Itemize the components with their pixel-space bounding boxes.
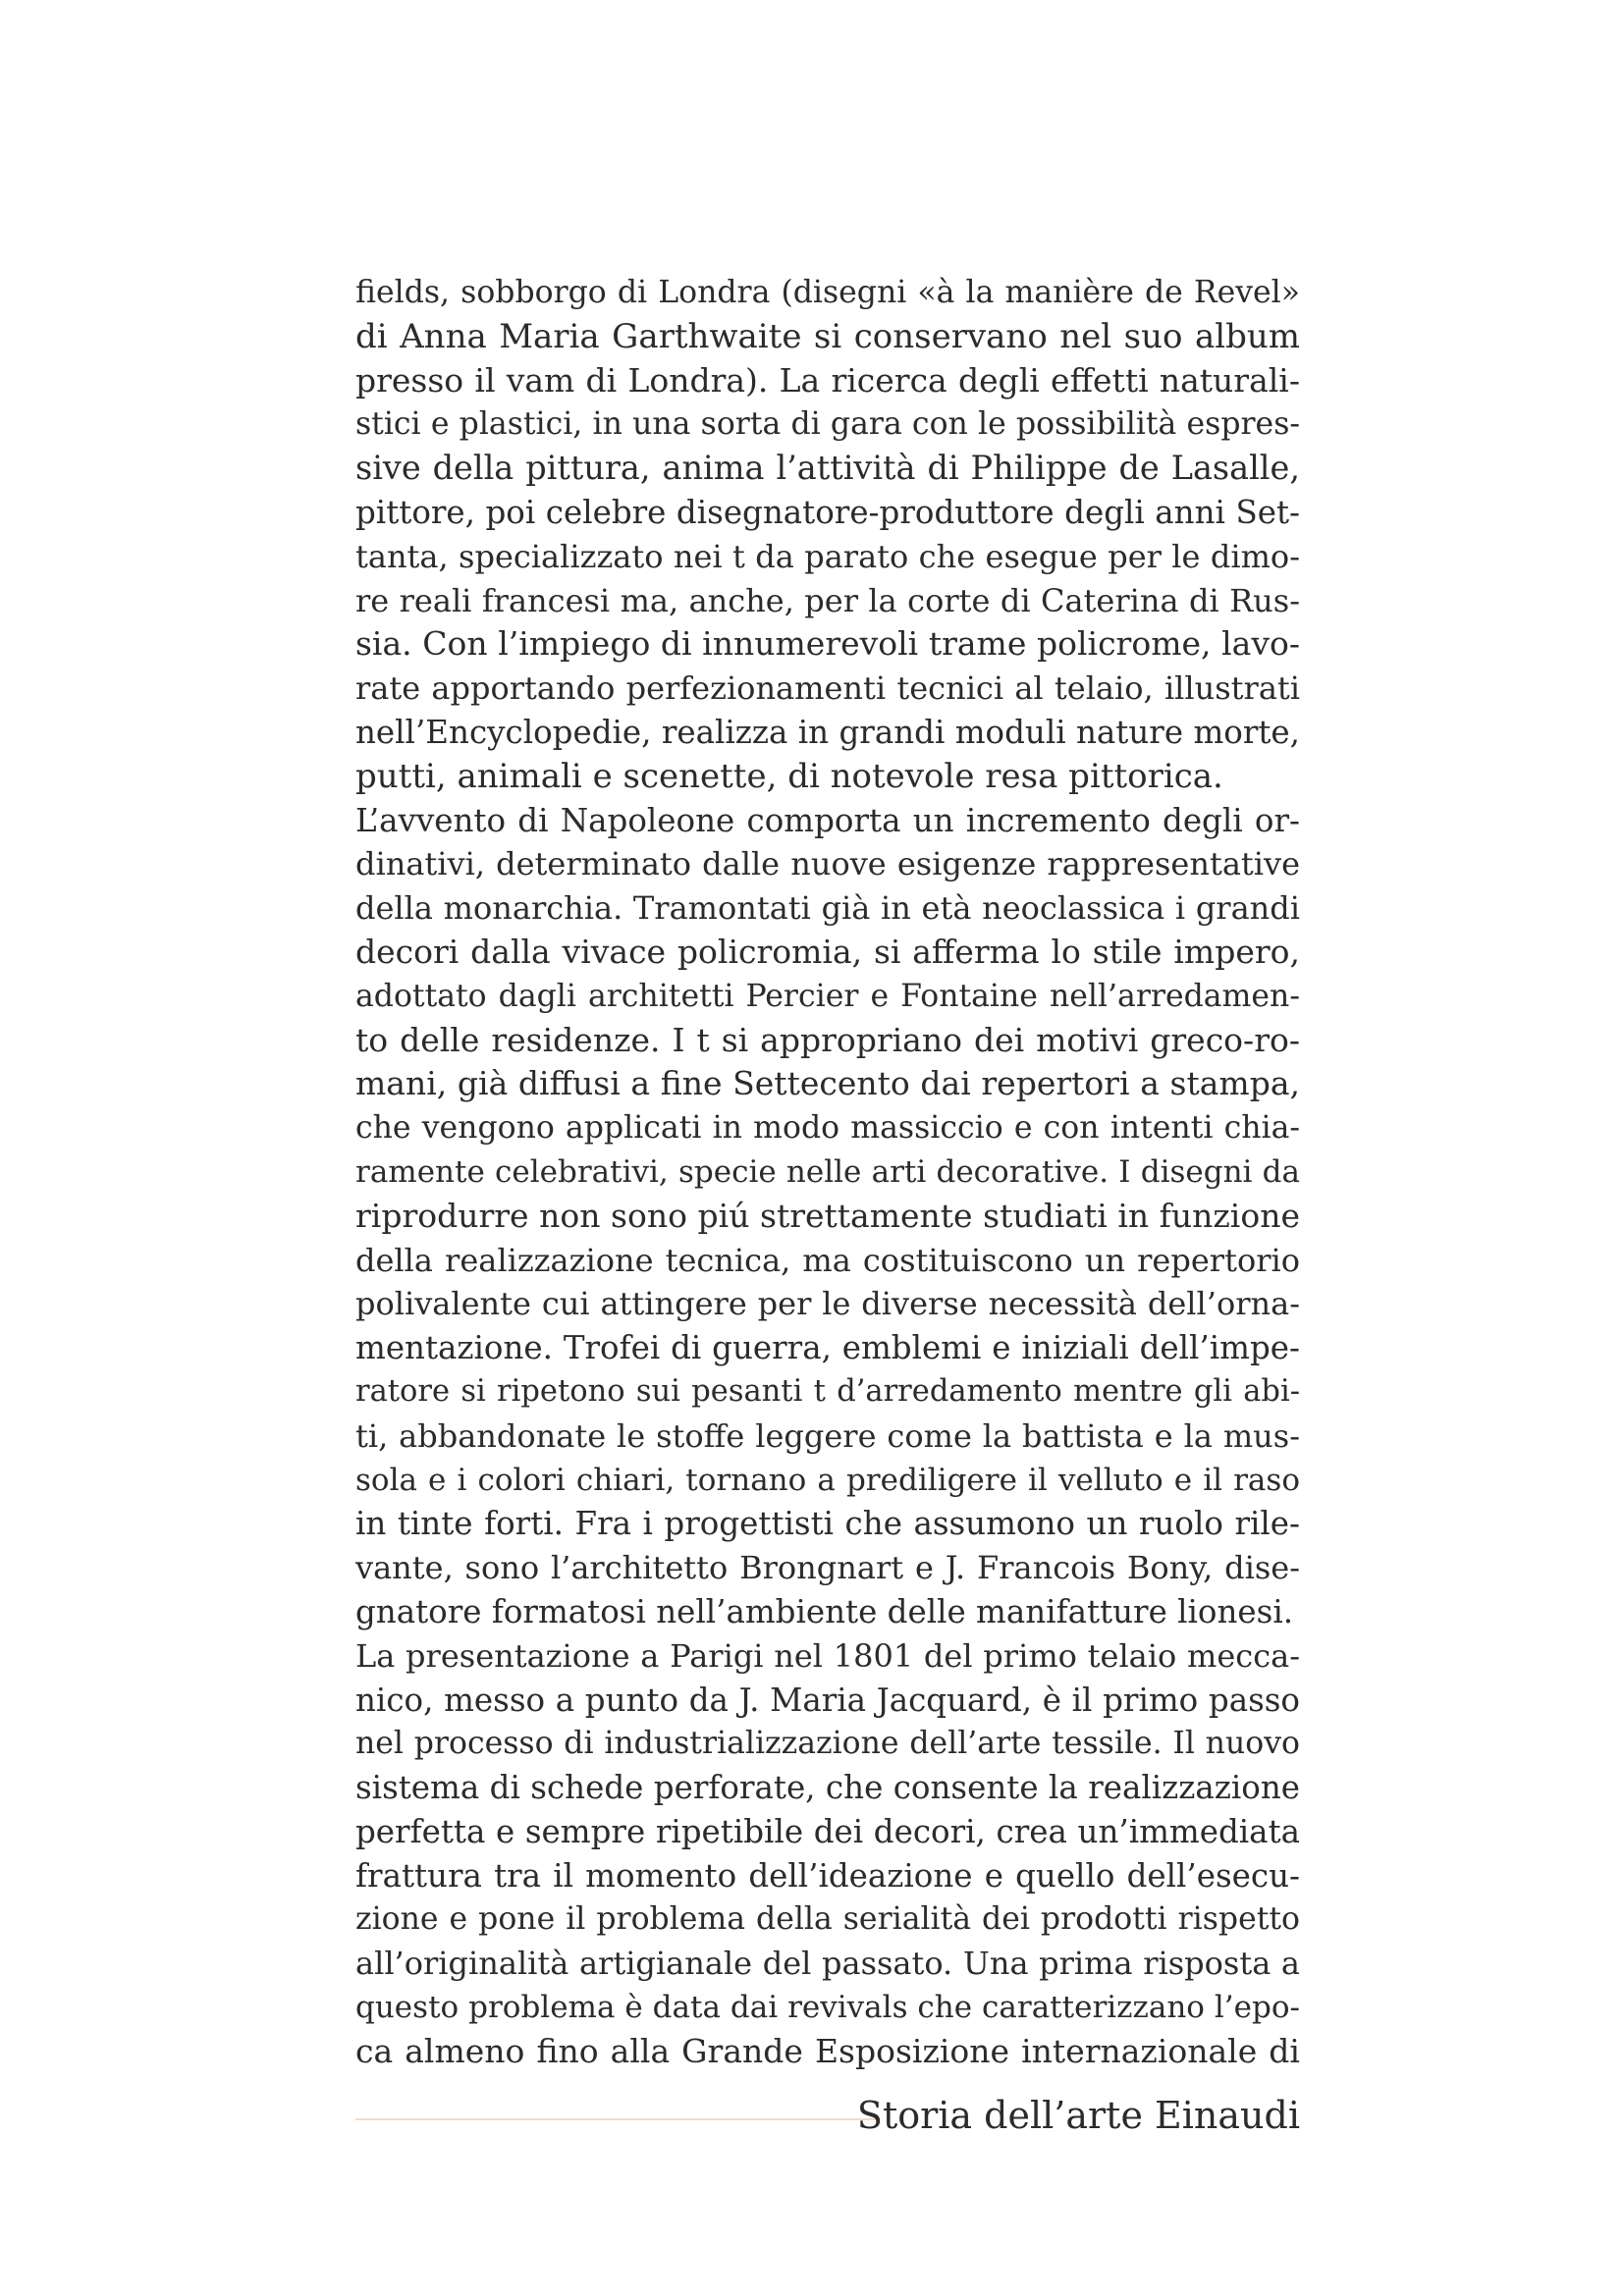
footer-rule (355, 2118, 876, 2120)
text-line: decori dalla vivace policromia, si afferma lo stile impero, (355, 932, 1300, 971)
text-line: L’avvento di Napoleone comporta un incremento degli or- (355, 801, 1300, 839)
text-line: presso il vam di Londra). La ricerca degli effetti naturali- (355, 360, 1300, 400)
text-line: polivalente cui attingere per le diverse necessità dell’orna- (355, 1285, 1300, 1323)
text-line: all’originalità artigianale del passato. Una prima risposta a (355, 1945, 1300, 1983)
text-line: zione e pone il problema della serialità dei prodotti rispetto (355, 1901, 1300, 1938)
text-line: ratore si ripetono sui pesanti t d’arredamento mentre gli abi- (355, 1373, 1300, 1409)
text-line: della realizzazione tecnica, ma costituiscono un repertorio (355, 1241, 1300, 1279)
text-line: adottato dagli architetti Percier e Fontaine nell’arredamen- (355, 978, 1300, 1014)
text-line: to delle residenze. I t si appropriano dei motivi greco-ro- (355, 1020, 1300, 1059)
text-line: perfetta e sempre ripetibile dei decori, crea un’immediata (355, 1812, 1300, 1850)
text-line: ti, abbandonate le stoffe leggere come la battista e la mus- (355, 1416, 1300, 1455)
text-line: nel processo di industrializzazione dell’arte tessile. Il nuovo (355, 1726, 1300, 1762)
text-line: della monarchia. Tramontati già in età neoclassica i grandi (355, 889, 1300, 928)
text-line: mentazione. Trofei di guerra, emblemi e iniziali dell’impe- (355, 1329, 1300, 1367)
text-line: mani, già diffusi a fine Settecento dai repertori a stampa, (355, 1064, 1300, 1103)
text-line: fields, sobborgo di Londra (disegni «à la manière de Revel» (355, 275, 1300, 310)
text-line: che vengono applicati in modo massiccio e con intenti chia- (355, 1110, 1300, 1147)
text-line: in tinte forti. Fra i progettisti che assumono un ruolo rile- (355, 1505, 1300, 1543)
text-line: pittore, poi celebre disegnatore-produttore degli anni Set- (355, 493, 1300, 531)
text-line: di Anna Maria Garthwaite si conservano nel suo album (355, 316, 1300, 356)
text-line: riprodurre non sono piú strettamente studiati in funzione (355, 1196, 1300, 1235)
text-line: sive della pittura, anima l’attività di Philippe de Lasalle, (355, 449, 1300, 488)
text-line: ramente celebrativi, specie nelle arti decorative. I disegni da (355, 1153, 1300, 1190)
body-text (355, 271, 1300, 2074)
text-line: re reali francesi ma, anche, per la corte di Caterina di Rus- (355, 581, 1300, 619)
text-line: gnatore formatosi nell’ambiente delle manifatture lionesi. (355, 1592, 1294, 1630)
text-line: putti, animali e scenette, di notevole resa pittorica. (355, 756, 1223, 796)
text-line: sia. Con l’impiego di innumerevoli trame policrome, lavo- (355, 624, 1300, 664)
text-line: rate apportando perfezionamenti tecnici al telaio, illustrati (355, 669, 1300, 708)
text-line: nell’Encyclopedie, realizza in grandi moduli nature morte, (355, 713, 1300, 751)
text-line: nico, messo a punto da J. Maria Jacquard, è il primo passo (355, 1681, 1300, 1719)
text-line: questo problema è data dai revivals che caratterizzano l’epo- (355, 1990, 1300, 2026)
text-line: dinativi, determinato dalle nuove esigenze rappresentative (355, 845, 1300, 883)
text-line: frattura tra il momento dell’ideazione e quello dell’esecu- (355, 1856, 1300, 1895)
text-line: sistema di schede perforate, che consente la realizzazione (355, 1769, 1300, 1807)
text-line: vante, sono l’architetto Brongnart e J. Francois Bony, dise- (355, 1549, 1300, 1587)
text-line: La presentazione a Parigi nel 1801 del primo telaio mecca- (355, 1636, 1300, 1675)
text-line: sola e i colori chiari, tornano a prediligere il velluto e il raso (355, 1462, 1300, 1498)
text-line: tanta, specializzato nei t da parato che esegue per le dimo- (355, 537, 1300, 575)
footer-title: Storia dell’arte Einaudi (856, 2094, 1300, 2137)
text-line: stici e plastici, in una sorta di gara con le possibilità espres- (355, 406, 1300, 443)
text-line: ca almeno fino alla Grande Esposizione internazionale di (355, 2031, 1300, 2070)
